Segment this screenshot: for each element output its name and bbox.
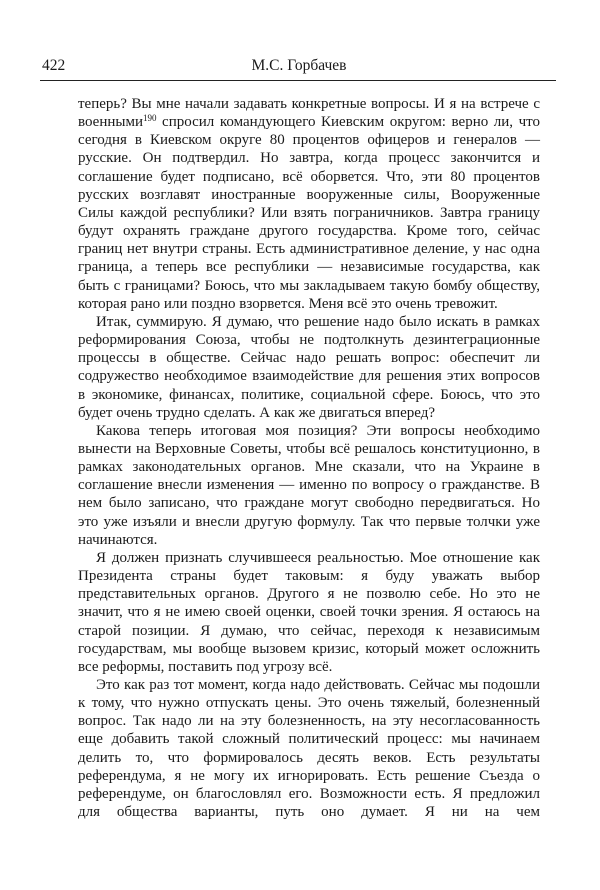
paragraph-5: Это как раз тот момент, когда надо действовать. Сейчас мы подошли к тому, что нужно отпускать цены. Это очень тяжелый, болезненный вопрос. Так надо ли на эту болезненность, на эту несогласованность еще добавить такой сложный политический процесс: мы начинаем делить то, что формировалось десять веков. Есть результаты референдума, я не могу их игнорировать. Есть решение Съезда о референдуме, он благословлял его. Возможности есть. Я предложил для общества варианты, путь оно думает. Я ни на чем <box>78 677 540 821</box>
paragraph-3: Какова теперь итоговая моя позиция? Эти вопросы необходимо вынести на Верховные Советы, чтобы всё решалось конституционно, в рамках законодательных органов. Мне сказали, что на Украине в соглашение внесли изменения — именно по вопросу о гражданстве. В нем было записано, что граждане могут свободно передвигаться. Но это уже изъяли и внесли другую формулу. Так что первые толчки уже начинаются. <box>78 422 540 548</box>
running-head: М.С. Горбачев <box>251 57 347 74</box>
paragraph-1-part-2: спросил командующего Киевским округом: верно ли, что сегодня в Киевском округе 80 процентов офицеров и генералов — русские. Он подтвердил. Но завтра, когда процесс закончится и соглашение будет подписано, всё оборвется. Что, эти 80 процентов русских возглавят иностранные вооруженные силы, Вооруженные Силы каждой республики? Или взять пограничников. Завтра границу будут охранять граждане другого государства. Кроме того, сейчас границ нет внутри страны. Есть административное деление, у нас одна граница, а теперь все республики — независимые государства, как быть с границами? Боюсь, что мы закладываем такую бомбу обществу, которая рано или поздно взорвется. Меня всё это очень тревожит. <box>78 114 540 312</box>
paragraph-2: Итак, суммирую. Я думаю, что решение надо было искать в рамках реформирования Союза, чтобы не подтолкнуть дезинтеграционные процессы в обществе. Сейчас надо решать вопрос: обеспечит ли содружество необходимое взаимодействие для решения этих вопросов в экономике, финансах, политике, социальной сфере. Боюсь, что это будет очень трудно сделать. А как же двигаться вперед? <box>78 313 540 421</box>
paragraph-4: Я должен признать случившееся реальностью. Мое отношение как Президента страны будет таковым: я буду уважать выбор представительных органов. Другого я не позволю себе. Но это не значит, что я не имею своей оценки, своей точки зрения. Я остаюсь на старой позиции. Я думаю, что сейчас, переходя к независимым государствам, мы вообще вызовем кризис, который может осложнить все реформы, поставить под угрозу всё. <box>78 549 540 675</box>
page-number: 422 <box>42 57 66 74</box>
paragraph-1 <box>78 95 540 313</box>
page-header <box>42 55 556 77</box>
body-text <box>78 95 540 821</box>
paragraph-1-part-1: теперь? Вы мне начали задавать конкретные вопросы. И я на встрече с военными <box>78 96 540 131</box>
footnote-reference: 190 <box>142 113 157 124</box>
header-rule <box>40 80 556 81</box>
